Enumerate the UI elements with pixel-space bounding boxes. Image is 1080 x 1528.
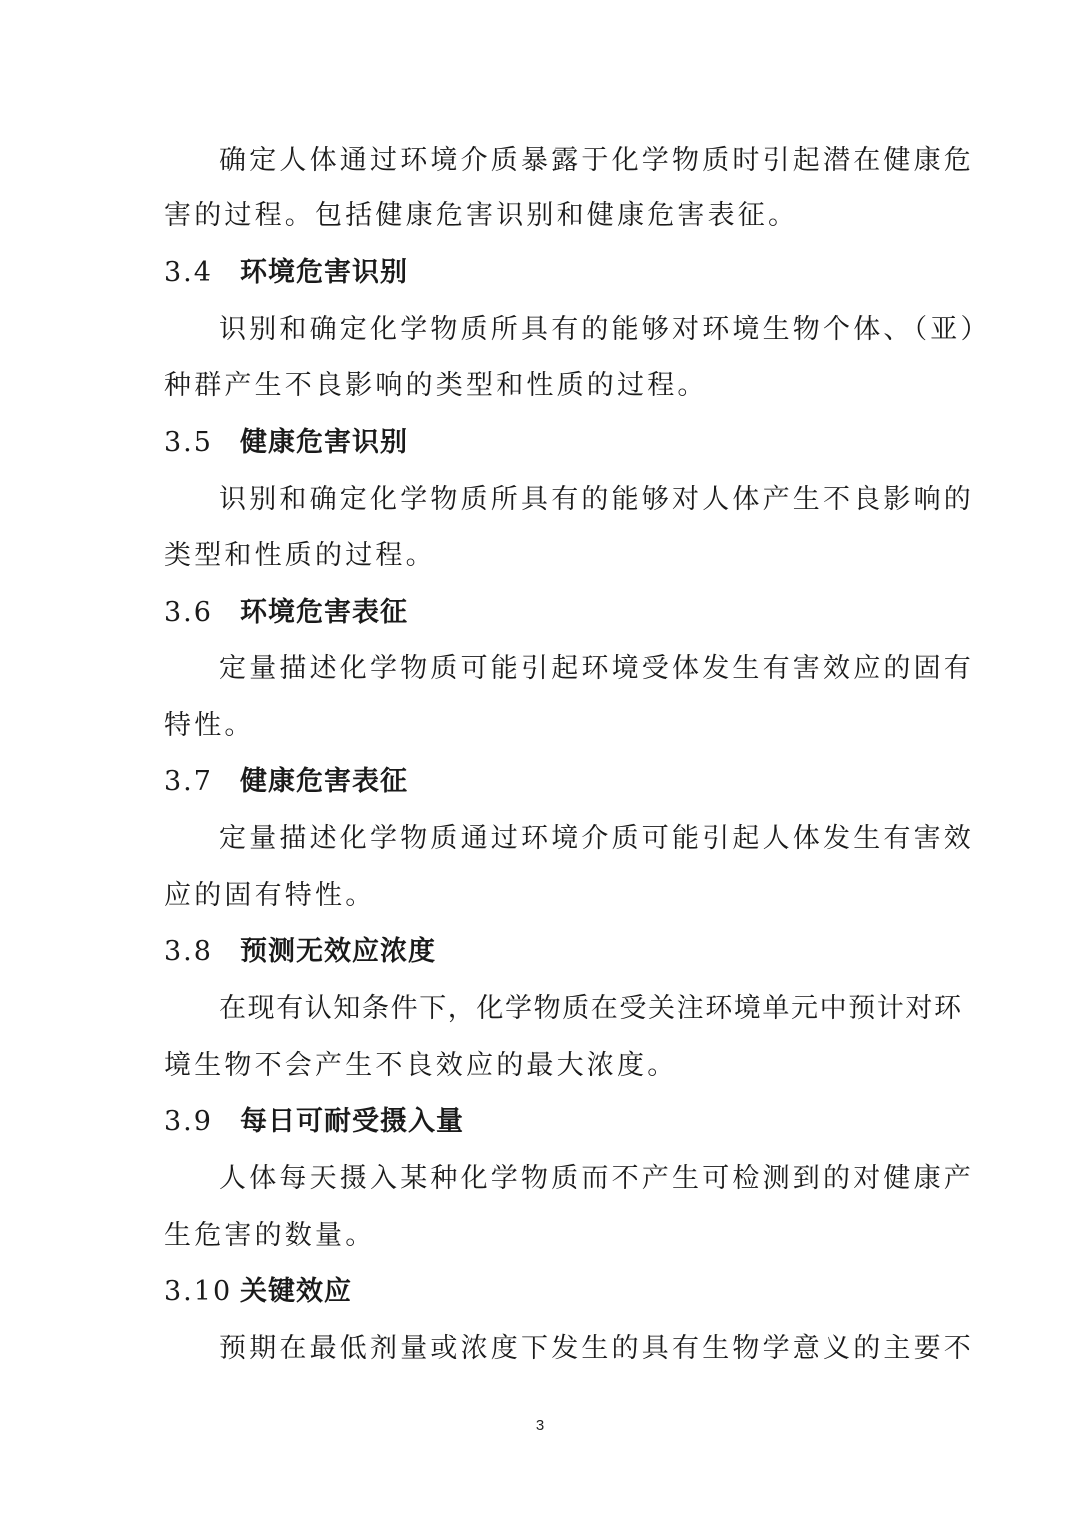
section-title: 每日可耐受摄入量 <box>240 1106 464 1137</box>
section-heading-3-7 <box>164 765 408 799</box>
section-number: 3.6 <box>164 597 213 628</box>
section-title: 环境危害表征 <box>240 597 408 628</box>
body-text-line: 害的过程。包括健康危害识别和健康危害表征。 <box>164 200 799 231</box>
section-number: 3.9 <box>164 1106 213 1137</box>
body-text-line: 应的固有特性。 <box>164 880 376 911</box>
body-text-line: 境生物不会产生不良效应的最大浓度。 <box>164 1050 678 1081</box>
body-text-line: 人体每天摄入某种化学物质而不产生可检测到的对健康产 <box>219 1163 974 1194</box>
section-title: 健康危害表征 <box>240 766 408 797</box>
section-heading-3-8 <box>164 935 436 969</box>
section-heading-3-6 <box>164 596 408 630</box>
section-title: 预测无效应浓度 <box>240 936 436 967</box>
body-text-line: 特性。 <box>164 710 255 741</box>
body-text-line: 在现有认知条件下，化学物质在受关注环境单元中预计对环 <box>219 993 963 1024</box>
section-heading-3-10 <box>164 1275 352 1309</box>
section-number: 3.5 <box>164 427 213 458</box>
body-text-line: 定量描述化学物质通过环境介质可能引起人体发生有害效 <box>219 823 974 854</box>
section-number: 3.7 <box>164 766 213 797</box>
section-heading-3-9 <box>164 1105 464 1139</box>
body-text-line: 种群产生不良影响的类型和性质的过程。 <box>164 370 708 401</box>
section-title: 环境危害识别 <box>240 257 408 288</box>
body-text-line: 识别和确定化学物质所具有的能够对人体产生不良影响的 <box>219 484 974 515</box>
section-number: 3.8 <box>164 936 213 967</box>
page-number: 3 <box>535 1417 545 1434</box>
body-text-line: 确定人体通过环境介质暴露于化学物质时引起潜在健康危 <box>219 145 974 176</box>
section-title: 健康危害识别 <box>240 427 408 458</box>
body-text-line: 生危害的数量。 <box>164 1220 376 1251</box>
section-heading-3-5 <box>164 426 408 460</box>
section-title: 关键效应 <box>240 1276 352 1307</box>
section-number: 3.4 <box>164 257 213 288</box>
body-text-line: 类型和性质的过程。 <box>164 540 436 571</box>
body-text-line: 预期在最低剂量或浓度下发生的具有生物学意义的主要不 <box>219 1333 974 1364</box>
section-heading-3-4 <box>164 256 408 290</box>
body-text-line: 识别和确定化学物质所具有的能够对环境生物个体、（亚） <box>219 314 991 345</box>
section-number: 3.10 <box>164 1276 233 1307</box>
body-text-line: 定量描述化学物质可能引起环境受体发生有害效应的固有 <box>219 653 974 684</box>
